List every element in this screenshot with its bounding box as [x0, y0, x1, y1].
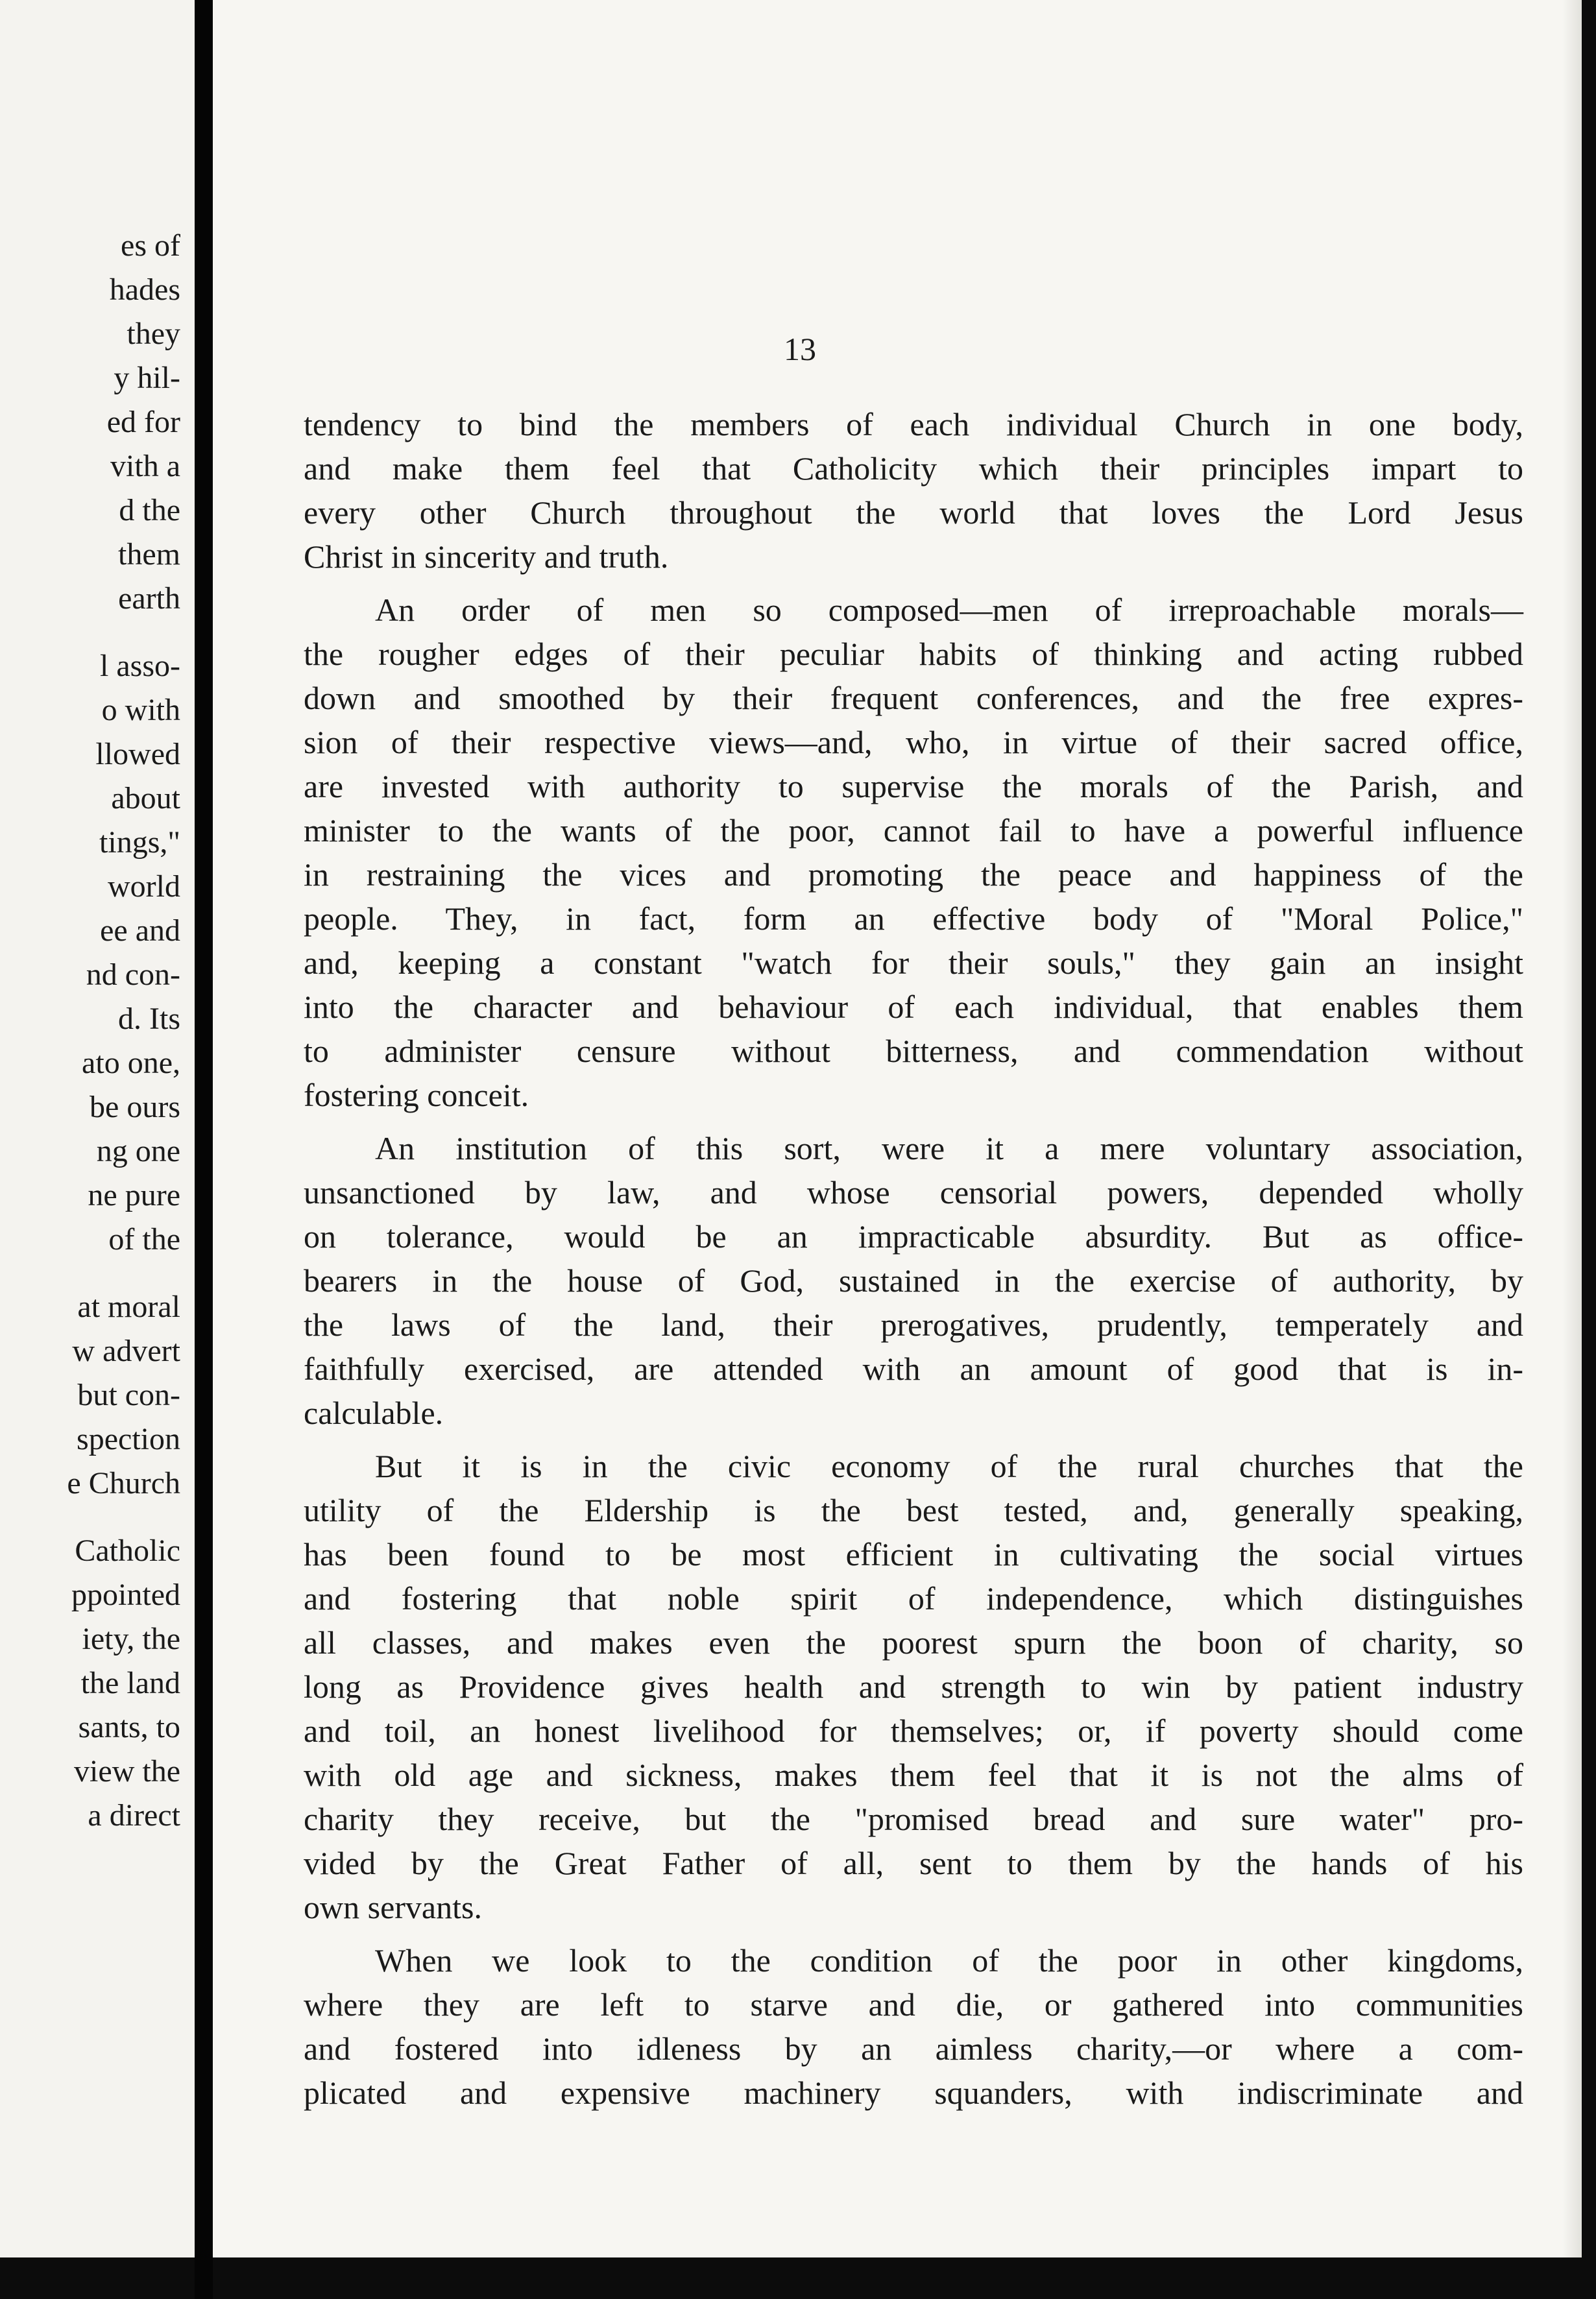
text-line: where they are left to starve and die, or gathered into communities [304, 1986, 1523, 2023]
text-line: on tolerance, would be an impracticable absurdity. But as office- [304, 1218, 1523, 1255]
left-page-text-line: w advert [72, 1334, 180, 1368]
text-line: into the character and behaviour of each individual, that enables them [304, 989, 1523, 1025]
text-line: When we look to the condition of the poor in other kingdoms, [375, 1942, 1523, 1979]
text-line: are invested with authority to supervise the morals of the Parish, and [304, 768, 1523, 804]
left-page-text-line: nd con- [86, 957, 180, 992]
left-page-text-line: them [118, 537, 180, 572]
text-line: faithfully exercised, are attended with an amount of good that is in- [304, 1351, 1523, 1387]
right-page [213, 0, 1582, 2257]
body-text [304, 402, 1523, 2124]
left-page-text-line: ng one [96, 1134, 180, 1168]
left-page-text-line: d. Its [118, 1002, 180, 1036]
left-page-text-line: es of [121, 228, 180, 263]
text-line: and, keeping a constant "watch for their souls," they gain an insight [304, 945, 1523, 981]
page-number: 13 [784, 331, 816, 367]
book-gutter [195, 0, 213, 2299]
text-line: in restraining the vices and promoting the peace and happiness of the [304, 856, 1523, 893]
text-line: to administer censure without bitterness, and commendation without [304, 1033, 1523, 1069]
left-page-text-line: Catholic [75, 1534, 180, 1568]
text-line: plicated and expensive machinery squanders, with indiscriminate and [304, 2075, 1523, 2111]
paragraph [304, 1938, 1523, 2115]
text-line: every other Church throughout the world that loves the Lord Jesus [304, 494, 1523, 531]
text-line: calculable. [304, 1395, 444, 1431]
left-page-text-line: ed for [106, 405, 180, 439]
paragraph [304, 402, 1523, 579]
paragraph [304, 1126, 1523, 1435]
left-page-text-line: llowed [95, 737, 180, 771]
text-line: and toil, an honest livelihood for themselves; or, if poverty should come [304, 1713, 1523, 1749]
text-line: minister to the wants of the poor, cannot fail to have a powerful influence [304, 812, 1523, 849]
paragraph [304, 588, 1523, 1117]
text-line: people. They, in fact, form an effective body of "Moral Police," [304, 900, 1523, 937]
page-edge-shadow [1562, 0, 1582, 2257]
left-page-text-line: vith a [110, 449, 180, 483]
left-page-text-line: y hil- [114, 361, 180, 395]
text-line: vided by the Great Father of all, sent to them by the hands of his [304, 1845, 1523, 1881]
text-line: unsanctioned by law, and whose censorial powers, depended wholly [304, 1174, 1523, 1210]
text-line: all classes, and makes even the poorest spurn the boon of charity, so [304, 1624, 1523, 1661]
text-line: charity they receive, but the "promised bread and sure water" pro- [304, 1801, 1523, 1837]
left-page-text-line: ato one, [82, 1046, 180, 1080]
text-line: and fostered into idleness by an aimless charity,—or where a com- [304, 2030, 1523, 2067]
left-page-text-line: earth [118, 581, 180, 616]
text-line: Christ in sincerity and truth. [304, 538, 669, 575]
text-line: with old age and sickness, makes them feel that it is not the alms of [304, 1757, 1523, 1793]
left-page-fragment [0, 0, 199, 2257]
left-page-text-line: but con- [77, 1378, 180, 1412]
text-line: and make them feel that Catholicity which their principles impart to [304, 450, 1523, 487]
left-page-text-line: a direct [88, 1798, 180, 1833]
left-page-text-line: hades [109, 272, 180, 307]
left-page-text-line: tings," [99, 825, 180, 860]
left-page-text-line: spection [77, 1422, 180, 1456]
text-line: down and smoothed by their frequent conferences, and the free expres- [304, 680, 1523, 716]
left-page-text-line: sants, to [78, 1710, 180, 1744]
text-line: But it is in the civic economy of the rural churches that the [375, 1448, 1523, 1484]
left-page-text-line: of the [108, 1222, 180, 1257]
left-page-text-line: d the [119, 493, 180, 527]
left-page-text-line: they [127, 317, 180, 351]
text-line: An order of men so composed—men of irreproachable morals— [375, 592, 1523, 628]
text-line: long as Providence gives health and strength to win by patient industry [304, 1668, 1523, 1705]
paragraph [304, 1444, 1523, 1929]
text-line: fostering conceit. [304, 1077, 529, 1113]
left-page-text-line: l asso- [100, 649, 180, 683]
text-line: sion of their respective views—and, who, in virtue of their sacred office, [304, 724, 1523, 760]
left-page-text-line: at moral [77, 1290, 180, 1324]
left-page-text-line: ee and [100, 913, 180, 948]
left-page-text-line: world [108, 869, 180, 904]
text-line: tendency to bind the members of each individual Church in one body, [304, 406, 1523, 442]
text-line: bearers in the house of God, sustained in the exercise of authority, by [304, 1262, 1523, 1299]
text-line: utility of the Eldership is the best tested, and, generally speaking, [304, 1492, 1523, 1528]
left-page-text-line: o with [101, 693, 180, 727]
left-page-text-line: e Church [67, 1466, 180, 1500]
left-page-text-line: view the [74, 1754, 180, 1788]
text-line: the laws of the land, their prerogatives, prudently, temperately and [304, 1306, 1523, 1343]
text-line: has been found to be most efficient in cultivating the social virtues [304, 1536, 1523, 1572]
text-line: own servants. [304, 1889, 482, 1925]
left-page-text-line: ne pure [88, 1178, 180, 1212]
text-line: An institution of this sort, were it a mere voluntary association, [375, 1130, 1523, 1166]
left-page-text-line: be ours [90, 1090, 180, 1124]
text-line: and fostering that noble spirit of independence, which distinguishes [304, 1580, 1523, 1617]
left-page-text-line: ppointed [71, 1578, 180, 1612]
left-page-text-line: iety, the [82, 1622, 180, 1656]
left-page-text-line: the land [80, 1666, 180, 1700]
text-line: the rougher edges of their peculiar habits of thinking and acting rubbed [304, 636, 1523, 672]
left-page-text-line: about [111, 781, 180, 815]
